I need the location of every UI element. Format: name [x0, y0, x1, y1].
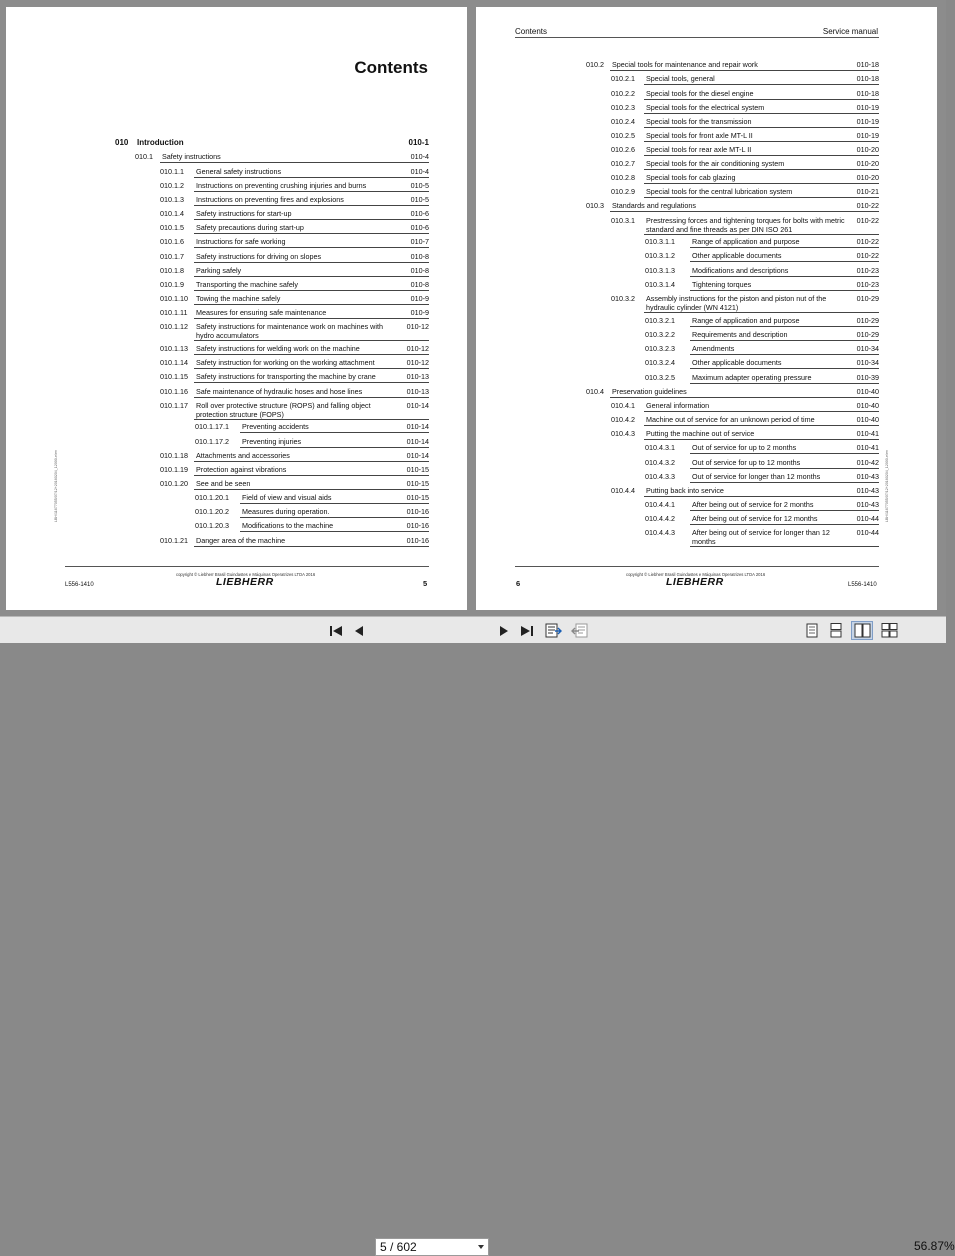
toc-entry[interactable]: [160, 345, 429, 355]
toc-entry[interactable]: [160, 323, 429, 341]
toc-entry-title: After being out of service for longer than 12 months: [690, 529, 855, 547]
toc-entry-page: 010-12: [406, 358, 429, 367]
toc-entry[interactable]: [611, 416, 879, 426]
toc-entry[interactable]: [611, 104, 879, 114]
toc-entry[interactable]: [586, 388, 879, 398]
toc-entry-number: 010.1.14: [160, 358, 188, 367]
toc-entry-page: 010-15: [406, 479, 429, 488]
toc-entry-number: 010.2.3: [611, 103, 635, 112]
toc-entry-page: 010-14: [405, 402, 429, 420]
toc-entry[interactable]: [645, 459, 879, 469]
footer-doc-code: L556-1410: [848, 582, 877, 588]
toc-entry-title: Towing the machine safely: [194, 295, 405, 305]
toc-entry-page: 010-8: [405, 267, 429, 277]
two-page-continuous-view-icon[interactable]: [880, 622, 898, 639]
toc-entry-number: 010.1.6: [160, 237, 184, 246]
toc-entry-page: 010-5: [405, 196, 429, 206]
toc-entry-title: Out of service for up to 2 months: [690, 444, 855, 454]
toc-entry[interactable]: [645, 501, 879, 511]
toc-entry[interactable]: [645, 331, 879, 341]
toc-entry[interactable]: [611, 430, 879, 440]
toc-entry-number: 010.1.12: [160, 322, 188, 331]
toc-entry-number: 010.1.2: [160, 181, 184, 190]
liebherr-logo: LIEBHERR: [666, 576, 724, 588]
toc-entry-title: Special tools for the central lubrication system: [644, 188, 855, 198]
toc-entry-page: 010-41: [856, 443, 879, 452]
toc-entry-number: 010.1.21: [160, 536, 188, 545]
toc-entry[interactable]: [160, 182, 429, 192]
toc-entry[interactable]: [611, 90, 879, 100]
toc-entry[interactable]: [195, 522, 429, 532]
toc-entry[interactable]: [160, 452, 429, 462]
toc-entry[interactable]: [135, 153, 429, 163]
toc-entry-title: Special tools for the air conditioning system: [644, 160, 855, 170]
toc-entry-number: 010.4.3.3: [645, 472, 675, 481]
toc-entry-title: See and be seen: [194, 480, 405, 490]
toc-entry[interactable]: [160, 210, 429, 220]
toc-entry[interactable]: [611, 146, 879, 156]
toc-entry-page: 010-40: [856, 401, 879, 410]
toc-entry-page: 010-6: [405, 224, 429, 234]
toc-entry[interactable]: [586, 61, 879, 71]
toc-entry-title: Requirements and description: [690, 331, 855, 341]
go-back-page-icon[interactable]: [570, 622, 588, 639]
footer-copyright: copyright © Liebherr Brasil Guindastes e Máquinas Operatrizes LTDA 2016: [176, 572, 316, 577]
toc-entry[interactable]: [645, 515, 879, 525]
toc-entry-title: Out of service for longer than 12 months: [690, 473, 855, 483]
toc-entry-page: 010-34: [856, 358, 879, 367]
toc-entry-page: 010-29: [855, 295, 879, 313]
toc-entry-title: Measures for ensuring safe maintenance: [194, 309, 405, 319]
toc-entry[interactable]: [611, 132, 879, 142]
toc-entry-number: 010.1.18: [160, 451, 188, 460]
toc-entry-number: 010.4: [586, 387, 604, 396]
footer-doc-code: L556-1410: [65, 582, 94, 588]
toc-entry-number: 010.1.20: [160, 479, 188, 488]
chevron-down-icon: [478, 1245, 484, 1249]
toc-entry-number: 010.4.4.1: [645, 500, 675, 509]
toc-entry-number: 010: [115, 138, 129, 147]
toc-entry[interactable]: [160, 373, 429, 383]
toc-entry-title: Safe maintenance of hydraulic hoses and hose lines: [194, 388, 405, 398]
toc-entry-page: 010-15: [406, 493, 429, 502]
toc-entry-page: 010-7: [405, 238, 429, 248]
toc-entry-page: 010-6: [405, 210, 429, 220]
toc-entry-number: 010.1.3: [160, 195, 184, 204]
toc-entry-page: 010-13: [406, 372, 429, 381]
toc-entry[interactable]: [645, 473, 879, 483]
toc-entry[interactable]: [611, 217, 879, 235]
toc-entry-number: 010.1.5: [160, 223, 184, 232]
toc-entry-page: 010-14: [406, 422, 429, 431]
toc-entry-page: 010-29: [856, 330, 879, 339]
page-indicator: 5 / 602: [380, 1240, 417, 1254]
toc-entry[interactable]: [586, 202, 879, 212]
toc-entry-title: Assembly instructions for the piston and piston nut of the hydraulic cylinder (WN 4121): [644, 295, 855, 313]
toc-entry-number: 010.1.4: [160, 209, 184, 218]
toc-entry-number: 010.3.1.3: [645, 266, 675, 275]
toc-entry-number: 010.2.4: [611, 117, 635, 126]
viewer-toolbar: [0, 616, 955, 1254]
toc-entry-number: 010.2: [586, 60, 604, 69]
toc-entry[interactable]: [611, 402, 879, 412]
toc-entry-title: Preservation guidelines: [610, 388, 855, 398]
toc-entry[interactable]: [160, 480, 429, 490]
toc-entry[interactable]: [611, 174, 879, 184]
toc-entry-number: 010.1.17: [160, 401, 188, 410]
toc-entry-number: 010.2.5: [611, 131, 635, 140]
toc-entry-number: 010.1.20.3: [195, 521, 229, 530]
toc-entry[interactable]: [645, 267, 879, 277]
toc-entry[interactable]: [645, 281, 879, 291]
toc-entry-number: 010.2.1: [611, 74, 635, 83]
toc-entry-page: 010-43: [856, 500, 879, 509]
toc-entry-title: Special tools for maintenance and repair work: [610, 61, 855, 71]
toc-entry-page: 010-18: [856, 89, 879, 98]
toc-entry-page: 010-4: [405, 153, 429, 163]
toc-entry[interactable]: [611, 487, 879, 497]
toc-entry-number: 010.3.1.4: [645, 280, 675, 289]
toc-entry-title: After being out of service for 12 months: [690, 515, 855, 525]
toc-entry[interactable]: [160, 281, 429, 291]
page-number-select[interactable]: [375, 1238, 489, 1256]
previous-page-icon[interactable]: [352, 622, 366, 639]
toc-entry[interactable]: [160, 253, 429, 263]
toc-entry-page: 010-18: [856, 74, 879, 83]
toc-entry-title: Modifications to the machine: [240, 522, 405, 532]
toc-entry-number: 010.1.15: [160, 372, 188, 381]
toc-entry-number: 010.2.8: [611, 173, 635, 182]
toc-entry-number: 010.4.2: [611, 415, 635, 424]
toc-entry-number: 010.1.9: [160, 280, 184, 289]
toc-entry[interactable]: [611, 160, 879, 170]
toc-entry-number: 010.1.20.2: [195, 507, 229, 516]
toc-entry-page: 010-44: [855, 529, 879, 547]
toc-entry-title: Special tools for the electrical system: [644, 104, 855, 114]
toc-entry-number: 010.3.2.5: [645, 373, 675, 382]
toc-entry-page: 010-19: [856, 103, 879, 112]
side-code: LBH/11677055/07/12+20160204_12000-e/en: [54, 450, 58, 522]
toc-entry[interactable]: [611, 75, 879, 85]
toc-entry-number: 010.2.2: [611, 89, 635, 98]
toc-entry-title: Safety instructions for driving on slopes: [194, 253, 405, 263]
toc-entry-page: 010-44: [856, 514, 879, 523]
toc-entry-number: 010.4.1: [611, 401, 635, 410]
toc-entry-title: Danger area of the machine: [194, 537, 405, 547]
go-to-page-icon[interactable]: [544, 622, 562, 639]
toc-entry-title: Safety instructions for transporting the machine by crane: [194, 373, 405, 383]
toc-entry-number: 010.1.16: [160, 387, 188, 396]
toc-entry[interactable]: [160, 168, 429, 178]
toc-entry-number: 010.1: [135, 152, 153, 161]
toc-entry-title: General safety instructions: [194, 168, 405, 178]
toc-entry-title: Safety instructions for start-up: [194, 210, 405, 220]
toc-entry[interactable]: [645, 252, 879, 262]
single-page-view-icon[interactable]: [804, 622, 820, 639]
toc-entry-title: Preventing accidents: [240, 423, 405, 433]
toc-entry-page: 010-9: [405, 295, 429, 305]
toc-entry-number: 010.4.3.2: [645, 458, 675, 467]
toc-entry-title: Range of application and purpose: [690, 317, 855, 327]
toc-entry-number: 010.1.19: [160, 465, 188, 474]
toc-entry-page: 010-43: [856, 486, 879, 495]
toc-entry-number: 010.1.20.1: [195, 493, 229, 502]
toc-entry-number: 010.2.6: [611, 145, 635, 154]
toc-entry-page: 010-12: [405, 323, 429, 341]
toc-entry[interactable]: [611, 188, 879, 198]
toc-entry-page: 010-20: [856, 145, 879, 154]
toc-entry-page: 010-15: [406, 465, 429, 474]
toc-entry-page: 010-8: [405, 253, 429, 263]
toc-entry-number: 010.3.2.1: [645, 316, 675, 325]
toc-entry[interactable]: [195, 508, 429, 518]
toc-entry-number: 010.3.2.3: [645, 344, 675, 353]
toc-entry-page: 010-39: [856, 373, 879, 382]
toc-entry-page: 010-18: [856, 60, 879, 69]
toc-entry[interactable]: [160, 238, 429, 248]
toc-entry[interactable]: [645, 374, 879, 384]
toc-entry-number: 010.3.2.2: [645, 330, 675, 339]
toc-entry-title: Safety instructions for maintenance work on machines with hydro accumulators: [194, 323, 405, 341]
toc-entry[interactable]: [195, 423, 429, 433]
toc-entry-number: 010.1.11: [160, 308, 188, 317]
toc-entry-page: 010-42: [856, 458, 879, 467]
toc-entry-title: Preventing injuries: [240, 438, 405, 448]
toc-entry[interactable]: [160, 466, 429, 476]
toc-entry-page: 010-1: [408, 138, 429, 147]
toc-entry-page: 010-9: [405, 309, 429, 319]
toc-entry-title: Protection against vibrations: [194, 466, 405, 476]
toc-entry-title: Standards and regulations: [610, 202, 855, 212]
toc-entry-title: Prestressing forces and tightening torques for bolts with metric standard and fine threads as per DIN ISO 261: [644, 217, 855, 235]
toc-entry-title: Safety instructions: [160, 153, 405, 163]
toc-entry-title: Special tools for rear axle MT-L II: [644, 146, 855, 156]
toc-entry-page: 010-22: [855, 217, 879, 235]
first-page-icon[interactable]: [328, 622, 344, 639]
toc-entry-number: 010.3.2: [611, 294, 635, 303]
toc-entry[interactable]: [160, 359, 429, 369]
toc-entry[interactable]: [160, 295, 429, 305]
toc-entry-number: 010.3.2.4: [645, 358, 675, 367]
toc-entry[interactable]: [160, 402, 429, 420]
toc-entry-number: 010.4.4.2: [645, 514, 675, 523]
toc-entry-title: Putting back into service: [644, 487, 855, 497]
toc-entry-title: Instructions on preventing crushing injuries and burns: [194, 182, 405, 192]
footer-copyright: copyright © Liebherr Brasil Guindastes e Máquinas Operatrizes LTDA 2016: [626, 572, 766, 577]
toc-entry-title: Safety instructions for welding work on the machine: [194, 345, 405, 355]
toc-entry-title: Special tools, general: [644, 75, 855, 85]
toc-list-right: [476, 7, 937, 610]
toc-entry-title: Special tools for the diesel engine: [644, 90, 855, 100]
toc-entry[interactable]: [160, 388, 429, 398]
toc-entry-page: 010-40: [856, 387, 879, 396]
toc-entry-page: 010-40: [856, 415, 879, 424]
toc-entry-title: Safety precautions during start-up: [194, 224, 405, 234]
running-header-left: Contents: [515, 27, 548, 36]
toc-entry-page: 010-12: [406, 344, 429, 353]
continuous-view-icon[interactable]: [828, 622, 844, 639]
toc-entry[interactable]: [645, 359, 879, 369]
toc-entry-number: 010.4.4.3: [645, 528, 675, 537]
toc-entry-number: 010.1.10: [160, 294, 188, 303]
toc-entry-number: 010.4.4: [611, 486, 635, 495]
liebherr-logo: LIEBHERR: [216, 576, 274, 588]
toc-entry-number: 010.4.3.1: [645, 443, 675, 452]
footer-rule: [65, 566, 429, 567]
toc-entry-title: Putting the machine out of service: [644, 430, 855, 440]
toc-entry[interactable]: [115, 139, 429, 148]
toc-entry[interactable]: [611, 118, 879, 128]
toc-entry-page: 010-19: [856, 117, 879, 126]
toc-entry[interactable]: [160, 537, 429, 547]
toc-entry-page: 010-19: [856, 131, 879, 140]
toc-entry[interactable]: [645, 444, 879, 454]
toc-entry-title: Special tools for cab glazing: [644, 174, 855, 184]
toc-entry[interactable]: [195, 438, 429, 448]
toc-entry-page: 010-20: [856, 173, 879, 182]
toc-entry-title: Parking safely: [194, 267, 405, 277]
toc-entry-title: Amendments: [690, 345, 855, 355]
toc-entry-number: 010.1.13: [160, 344, 188, 353]
toc-entry-page: 010-13: [406, 387, 429, 396]
toc-entry-title: After being out of service for 2 months: [690, 501, 855, 511]
toc-entry[interactable]: [611, 295, 879, 313]
toc-entry-title: General information: [644, 402, 855, 412]
toc-entry-title: Instructions on preventing fires and explosions: [194, 196, 405, 206]
toc-entry-title: Special tools for the transmission: [644, 118, 855, 128]
toc-entry-number: 010.1.7: [160, 252, 184, 261]
toc-entry-page: 010-29: [856, 316, 879, 325]
toc-entry-title: Measures during operation.: [240, 508, 405, 518]
toc-entry-title: Out of service for up to 12 months: [690, 459, 855, 469]
toc-entry-page: 010-43: [856, 472, 879, 481]
toc-entry-title: Other applicable documents: [690, 252, 855, 262]
toc-entry-page: 010-14: [406, 451, 429, 460]
toc-entry-title: Special tools for front axle MT-L II: [644, 132, 855, 142]
toc-entry-title: Instructions for safe working: [194, 238, 405, 248]
toc-entry-title: Introduction: [137, 138, 184, 147]
toc-entry-number: 010.2.9: [611, 187, 635, 196]
page-title: Contents: [354, 58, 428, 77]
toc-entry-page: 010-23: [856, 266, 879, 275]
page-number: 6: [516, 579, 521, 588]
toc-entry-title: Modifications and descriptions: [690, 267, 855, 277]
toc-entry[interactable]: [645, 345, 879, 355]
toc-entry-page: 010-5: [405, 182, 429, 192]
toc-entry-title: Field of view and visual aids: [240, 494, 405, 504]
pdf-page-left: [6, 7, 467, 610]
toc-entry-title: Safety instruction for working on the working attachment: [194, 359, 405, 369]
toc-entry-page: 010-4: [405, 168, 429, 178]
toc-entry-number: 010.2.7: [611, 159, 635, 168]
toc-entry-page: 010-22: [856, 201, 879, 210]
toc-entry-number: 010.1.1: [160, 167, 184, 176]
zoom-level[interactable]: 56.87%: [914, 1239, 955, 1253]
toc-entry[interactable]: [645, 529, 879, 547]
toc-entry-title: Transporting the machine safely: [194, 281, 405, 291]
two-page-view-icon[interactable]: [852, 622, 872, 639]
document-viewport[interactable]: [0, 0, 946, 616]
footer-rule: [515, 566, 879, 567]
toc-entry-page: 010-22: [856, 237, 879, 246]
toc-entry-page: 010-8: [405, 281, 429, 291]
running-header-right: Service manual: [822, 27, 878, 36]
toc-entry-page: 010-21: [856, 187, 879, 196]
toc-entry[interactable]: [645, 317, 879, 327]
side-code: LBH/11677055/07/12+20160204_12000-e/en: [885, 450, 889, 522]
toc-entry-number: 010.3.1: [611, 216, 635, 225]
toc-entry-title: Maximum adapter operating pressure: [690, 374, 855, 384]
toc-entry-number: 010.3.1.2: [645, 251, 675, 260]
toc-entry-title: Machine out of service for an unknown period of time: [644, 416, 855, 426]
toc-list-left: [6, 7, 467, 610]
toc-entry-page: 010-20: [856, 159, 879, 168]
toc-entry-number: 010.1.17.2: [195, 437, 229, 446]
toc-entry-page: 010-14: [406, 437, 429, 446]
toc-entry[interactable]: [160, 196, 429, 206]
toc-entry[interactable]: [645, 238, 879, 248]
next-page-icon[interactable]: [497, 622, 511, 639]
toc-entry-title: Other applicable documents: [690, 359, 855, 369]
pdf-page-right: [476, 7, 937, 610]
toc-entry-title: Attachments and accessories: [194, 452, 405, 462]
toc-entry-number: 010.4.3: [611, 429, 635, 438]
toc-entry-page: 010-23: [856, 280, 879, 289]
toc-entry-title: Tightening torques: [690, 281, 855, 291]
toc-entry[interactable]: [195, 494, 429, 504]
toc-entry-page: 010-34: [856, 344, 879, 353]
toc-entry[interactable]: [160, 224, 429, 234]
toc-entry-page: 010-41: [856, 429, 879, 438]
toc-entry-title: Range of application and purpose: [690, 238, 855, 248]
toc-entry[interactable]: [160, 267, 429, 277]
toc-entry-number: 010.3: [586, 201, 604, 210]
toc-entry-number: 010.1.17.1: [195, 422, 229, 431]
toc-entry-number: 010.1.8: [160, 266, 184, 275]
toc-entry-page: 010-16: [406, 507, 429, 516]
toc-entry-page: 010-22: [856, 251, 879, 260]
toc-entry-page: 010-16: [406, 536, 429, 545]
toc-entry[interactable]: [160, 309, 429, 319]
toc-entry-title: Roll over protective structure (ROPS) and falling object protection structure (FOPS): [194, 402, 405, 420]
toc-entry-number: 010.3.1.1: [645, 237, 675, 246]
toc-entry-page: 010-16: [406, 521, 429, 530]
last-page-icon[interactable]: [519, 622, 535, 639]
page-number: 5: [423, 579, 428, 588]
